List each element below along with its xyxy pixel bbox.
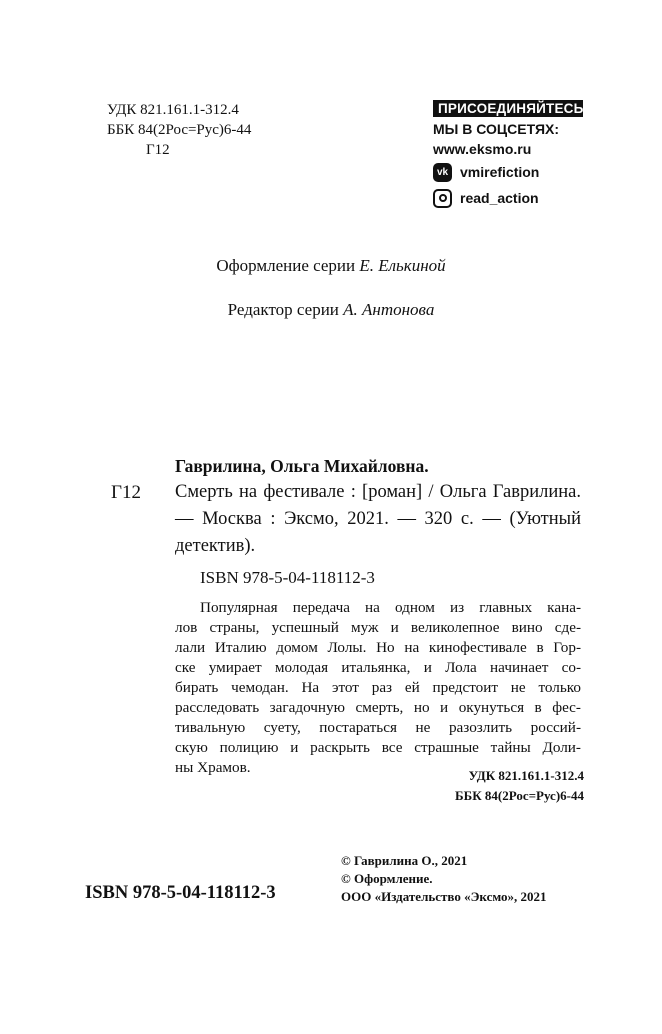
annotation-line: лали Италию домом Лолы. Но на кинофестивале в Гор- bbox=[175, 639, 581, 656]
copyright-block bbox=[341, 852, 547, 906]
website-link[interactable]: www.eksmo.ru bbox=[433, 141, 532, 157]
series-editor-credit bbox=[0, 300, 662, 320]
annotation-line: расследовать загадочную смерть, но и окунуться в фес- bbox=[175, 699, 581, 716]
annotation bbox=[175, 598, 581, 778]
annotation-line: лов страны, успешный муж и великолепное вино сде- bbox=[175, 619, 581, 636]
editor-name: А. Антонова bbox=[343, 300, 435, 319]
annotation-line: ске умирает молодая итальянка, и Лола начинает со- bbox=[175, 659, 581, 676]
instagram-handle[interactable]: read_action bbox=[460, 190, 539, 206]
bottom-bbk-code: ББК 84(2Рос=Рус)6-44 bbox=[455, 788, 584, 803]
instagram-icon bbox=[433, 189, 452, 208]
annotation-line: бирать чемодан. На этот раз ей предстоит не только bbox=[175, 679, 581, 696]
vk-row[interactable] bbox=[433, 161, 583, 183]
author-sign-code: Г12 bbox=[146, 142, 170, 158]
bottom-classification-codes bbox=[455, 766, 584, 806]
udk-code: УДК 821.161.1-312.4 bbox=[107, 102, 239, 118]
catalog-code: Г12 bbox=[111, 482, 141, 503]
design-label: Оформление серии bbox=[216, 256, 356, 275]
vk-handle[interactable]: vmirefiction bbox=[460, 164, 540, 180]
annotation-line: тивальную суету, постараться не разозлить россий- bbox=[175, 719, 581, 736]
bbk-code: ББК 84(2Рос=Рус)6-44 bbox=[107, 122, 252, 138]
design-name: Е. Елькиной bbox=[359, 256, 446, 275]
annotation-line: ны Храмов. bbox=[175, 759, 251, 776]
catalog-description: Смерть на фестивале : [роман] / Ольга Гаврилина. — Москва : Эксмо, 2021. — 320 с. — (Уютный детектив). bbox=[175, 482, 581, 556]
isbn-bottom: ISBN 978-5-04-118112-3 bbox=[85, 883, 276, 903]
vk-icon: vk bbox=[433, 163, 452, 182]
social-block bbox=[433, 100, 583, 209]
series-design-credit bbox=[0, 256, 662, 276]
catalog-isbn: ISBN 978-5-04-118112-3 bbox=[200, 568, 375, 587]
copyright-author: © Гаврилина О., 2021 bbox=[341, 853, 468, 868]
catalog-author: Гаврилина, Ольга Михайловна. bbox=[175, 456, 429, 476]
header-classification-codes bbox=[107, 100, 251, 160]
editor-label: Редактор серии bbox=[227, 300, 339, 319]
copyright-publisher: ООО «Издательство «Эксмо», 2021 bbox=[341, 889, 547, 904]
annotation-line: скую полицию и раскрыть все страшные тайны Доли- bbox=[175, 739, 581, 756]
social-banner: ПРИСОЕДИНЯЙТЕСЬ bbox=[433, 100, 583, 117]
bottom-udk-code: УДК 821.161.1-312.4 bbox=[468, 768, 584, 783]
annotation-line: Популярная передача на одном из главных кана- bbox=[200, 599, 581, 616]
copyright-design: © Оформление. bbox=[341, 871, 433, 886]
instagram-row[interactable] bbox=[433, 187, 583, 209]
social-subtitle: МЫ В СОЦСЕТЯХ: bbox=[433, 121, 560, 137]
